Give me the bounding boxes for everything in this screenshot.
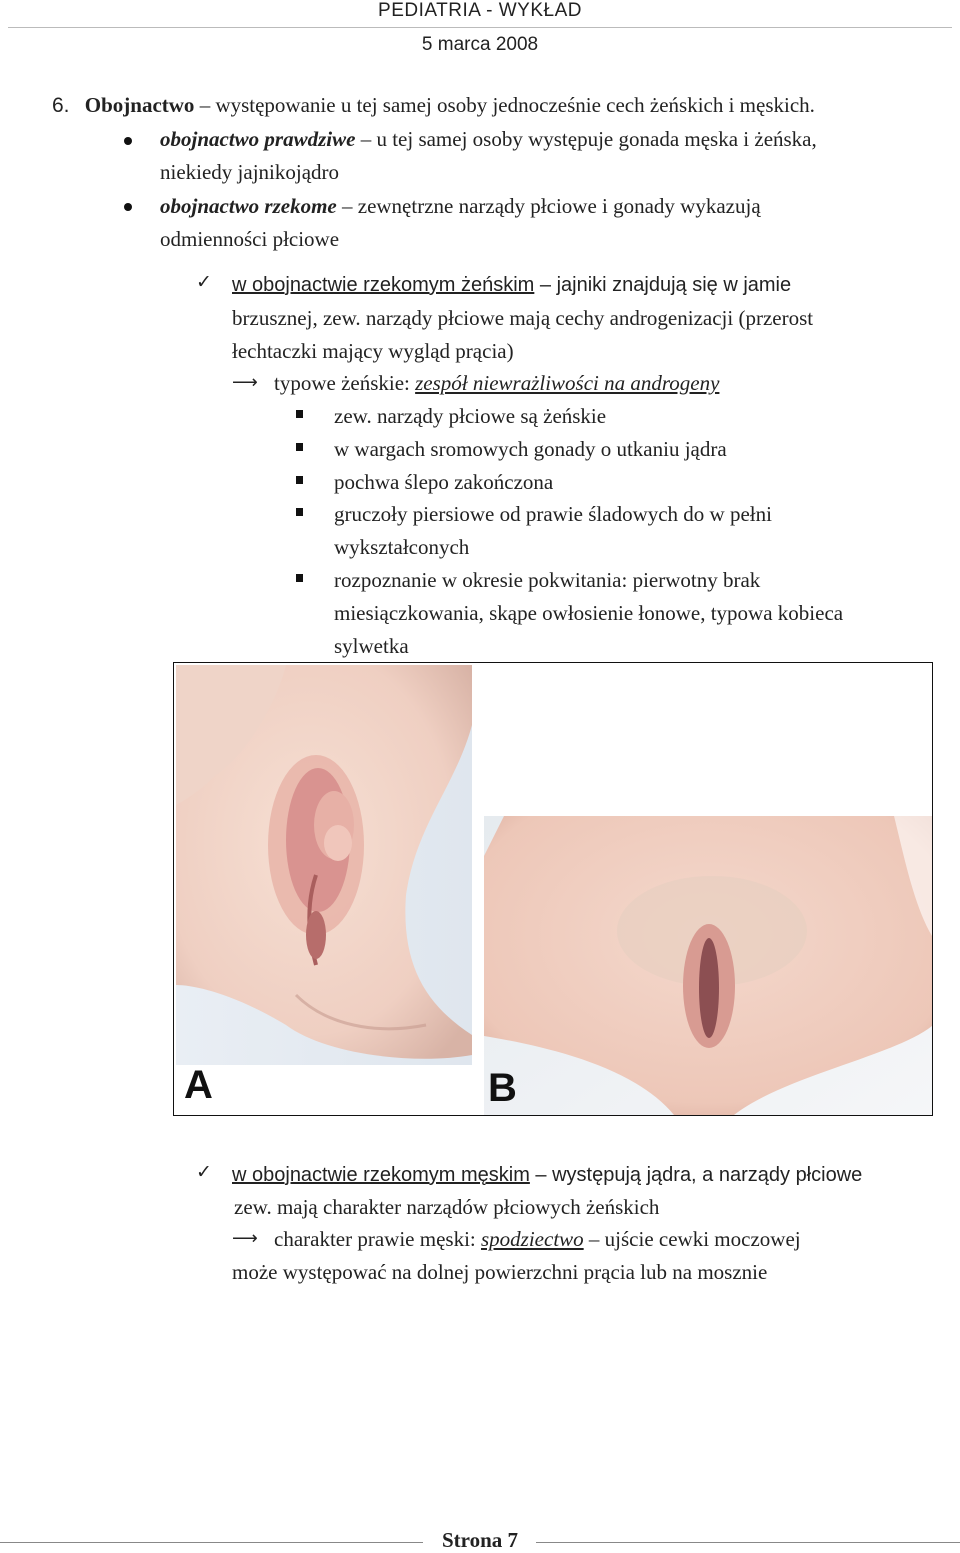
bullet-2-term: obojnactwo rzekome [160, 194, 337, 218]
female-item: pochwa ślepo zakończona [334, 470, 554, 494]
male-line-3: może występować na dolnej powierzchni prącia lub na mosznie [232, 1260, 768, 1284]
male-arrow-line: charakter prawie męski: spodziectwo – ujście cewki moczowej [274, 1227, 801, 1251]
figure-label-b: B [488, 1066, 517, 1110]
male-line-1: w obojnactwie rzekomym męskim – występują jądra, a narządy płciowe [232, 1164, 863, 1186]
female-line-2: brzusznej, zew. narządy płciowe mają cechy androgenizacji (przerost [232, 306, 814, 330]
female-term: w obojnactwie rzekomym żeńskim [232, 274, 535, 296]
square-bullet-icon [296, 410, 303, 418]
female-line-3: łechtaczki mający wygląd prącia) [232, 339, 514, 363]
section-number: 6. [52, 94, 70, 117]
bullet-2-line-1: obojnactwo rzekome – zewnętrzne narządy płciowe i gonady wykazują [160, 194, 761, 218]
checkmark-icon: ✓ [196, 1162, 212, 1183]
female-item-continued: miesiączkowania, skąpe owłosienie łonowe, typowa kobieca [334, 601, 844, 625]
header-rule [8, 27, 952, 28]
header-title: PEDIATRIA - WYKŁAD [378, 0, 582, 21]
male-line-2: zew. mają charakter narządów płciowych żeńskich [234, 1195, 660, 1219]
section-heading [52, 92, 815, 119]
section-definition: – występowanie u tej samej osoby jednocześnie cech żeńskich i męskich. [194, 93, 815, 117]
figure-panel-b [484, 816, 932, 1115]
female-item: gruczoły piersiowe od prawie śladowych do w pełni [334, 502, 772, 526]
square-bullet-icon [296, 443, 303, 451]
square-bullet-icon [296, 476, 303, 484]
bullet-icon [124, 203, 132, 211]
female-item: w wargach sromowych gonady o utkaniu jądra [334, 437, 727, 461]
square-bullet-icon [296, 508, 303, 516]
figure-label-a: A [184, 1063, 213, 1107]
bullet-1-line-1: obojnactwo prawdziwe – u tej samej osoby występuje gonada męska i żeńska, [160, 127, 817, 151]
female-line-1: w obojnactwie rzekomym żeńskim – jajniki znajdują się w jamie [232, 274, 792, 296]
figure-a-illustration [176, 665, 472, 1115]
square-bullet-icon [296, 574, 303, 582]
female-item: rozpoznanie w okresie pokwitania: pierwotny brak [334, 568, 761, 592]
male-term: w obojnactwie rzekomym męskim [232, 1164, 530, 1186]
clinical-figure [173, 662, 933, 1116]
female-item: zew. narządy płciowe są żeńskie [334, 404, 607, 428]
female-item-continued: wykształconych [334, 535, 470, 559]
section-term: Obojnactwo [84, 93, 195, 117]
male-arrow-term: spodziectwo [481, 1227, 584, 1251]
bullet-2-line-2: odmienności płciowe [160, 227, 340, 251]
bullet-1-term: obojnactwo prawdziwe [160, 127, 356, 151]
female-item-continued: sylwetka [334, 634, 409, 658]
header-date: 5 marca 2008 [421, 34, 539, 55]
page-number: Strona 7 [441, 1528, 519, 1552]
figure-b-illustration [484, 816, 932, 1115]
checkmark-icon: ✓ [196, 272, 212, 293]
female-arrow-line: typowe żeńskie: zespół niewrażliwości na androgeny [274, 371, 720, 395]
bullet-icon [124, 137, 132, 145]
figure-panel-a [176, 665, 472, 1115]
bullet-1-line-2: niekiedy jajnikojądro [160, 160, 340, 184]
arrow-right-icon: ⟶ [232, 372, 258, 392]
arrow-right-icon: ⟶ [232, 1228, 258, 1248]
female-arrow-term: zespół niewrażliwości na androgeny [415, 371, 720, 395]
